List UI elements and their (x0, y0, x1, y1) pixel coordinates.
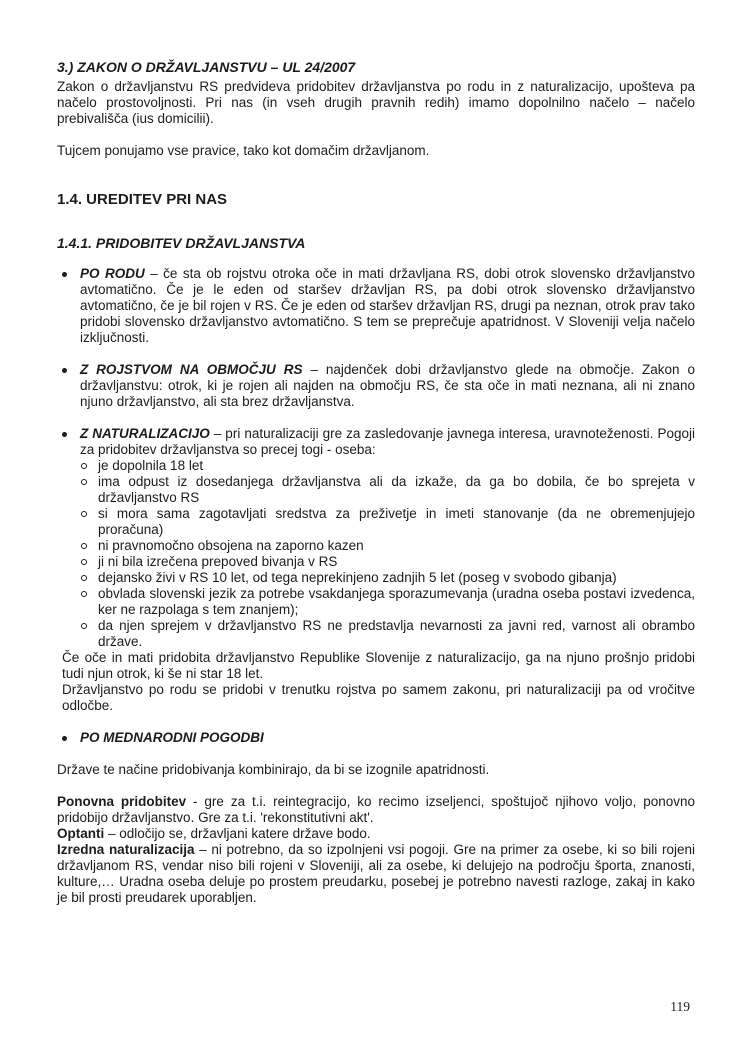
foreigners-paragraph: Tujcem ponujamo vse pravice, tako kot domačim državljanom. (57, 143, 430, 158)
closing-paragraph-izredna (57, 842, 695, 906)
bullet-term: PO MEDNARODNI POGODBI (80, 730, 264, 745)
closing-block (57, 794, 695, 906)
condition-item (80, 618, 695, 650)
closing-text: – odločijo se, državljani katere države bodo. (104, 826, 371, 841)
condition-text: da njen sprejem v državljanstvo RS ne predstavlja nevarnosti za javni red, varnost ali obrambo države. (98, 618, 695, 649)
document-title: 3.) ZAKON O DRŽAVLJANSTVU – UL 24/2007 (57, 59, 356, 75)
circle-bullet-icon (81, 559, 87, 565)
condition-text: ni pravnomočno obsojena na zaporno kazen (98, 538, 364, 553)
section-heading: 1.4. UREDITEV PRI NAS (57, 191, 228, 208)
acquisition-bullet-list (57, 266, 695, 746)
circle-bullet-icon (81, 623, 87, 629)
closing-term: Ponovna pridobitev (57, 794, 187, 809)
bullet-naturalizacija (57, 426, 695, 714)
condition-item (80, 474, 695, 506)
closing-text: - gre za t.i. reintegracijo, ko recimo izseljenci, spoštujoč njihovo voljo, ponovno pridobijo državljanstvo. Gre za t.i. 'rekonstitutivni akt'. (57, 794, 695, 825)
bullet-icon (62, 736, 67, 741)
bullet-text: – pri naturalizaciji gre za zasledovanje javnega interesa, uravnoteženosti. Pogoji za pridobitev državljanstva so precej togi - oseba: (80, 426, 695, 457)
closing-paragraph-optanti (57, 826, 695, 842)
condition-text: ji ni bila izrečena prepoved bivanja v RS (98, 554, 338, 569)
intro-paragraph: Zakon o državljanstvu RS predvideva pridobitev državljanstva po rodu in z naturalizacijo, upošteva pa načelo prostovoljnosti. Pri nas (in vseh drugih pravnih redih) imamo dopolnilno načelo – načelo prebivališča (ius domicilii). (57, 79, 695, 126)
naturalization-note: Če oče in mati pridobita državljanstvo Republike Slovenije z naturalizacijo, ga na njuno prošnjo pridobi tudi njun otrok, ki še ni star 18 let. (62, 650, 695, 681)
naturalization-conditions-list (80, 458, 695, 650)
condition-item (80, 538, 695, 554)
combine-note-paragraph: Države te načine pridobivanja kombinirajo, da bi se izognile apatridnosti. (57, 762, 490, 777)
condition-text: je dopolnila 18 let (98, 458, 204, 473)
circle-bullet-icon (81, 543, 87, 549)
bullet-po-rodu (57, 266, 695, 346)
circle-bullet-icon (81, 511, 87, 517)
condition-item (80, 506, 695, 538)
subsection-heading: 1.4.1. PRIDOBITEV DRŽAVLJANSTVA (57, 235, 306, 251)
condition-text: dejansko živi v RS 10 let, od tega neprekinjeno zadnjih 5 let (poseg v svobodo gibanja) (98, 570, 617, 585)
bullet-rojstvo-na-obmocju (57, 362, 695, 410)
bullet-icon (62, 272, 67, 277)
closing-text: – ni potrebno, da so izpolnjeni vsi pogoji. Gre na primer za osebe, ki so bili rojeni državljanom RS, vendar niso bili rojeni v Sloveniji, ali za osebe, ki delujejo na področju športa, znanosti, kulture,… Uradna oseba deluje po prostem preudarku, posebej je potrebno navesti razloge, zakaj in kako je bil prosti preudarek uporabljen. (57, 842, 695, 905)
bullet-icon (62, 368, 67, 373)
condition-text: si mora sama zagotavljati sredstva za preživetje in imeti stanovanje (da ne obremenjujejo proračuna) (98, 506, 695, 537)
condition-item (80, 554, 695, 570)
bullet-term: PO RODU (80, 266, 145, 281)
bullet-term: Z NATURALIZACIJO (80, 426, 210, 441)
condition-text: obvlada slovenski jezik za potrebe vsakdanjega sporazumevanja (uradna oseba postavi izvedenca, ker ne razpolaga s tem znanjem); (98, 586, 695, 617)
circle-bullet-icon (81, 591, 87, 597)
bullet-text: – če sta ob rojstvu otroka oče in mati državljana RS, dobi otrok slovensko državljanstvo avtomatično. Če je le eden od staršev državljan RS, pa dobi otrok slovensko državljanstvo avtomatično, če je bil rojen v RS. Če je eden od staršev državljan RS, drugi pa neznan, otrok prav tako pridobi slovensko državljanstvo avtomatično. S tem se preprečuje apatridnost. V Sloveniji velja načelo izključnosti. (80, 266, 695, 345)
circle-bullet-icon (81, 463, 87, 469)
document-content (57, 59, 695, 906)
circle-bullet-icon (81, 575, 87, 581)
condition-item (80, 570, 695, 586)
circle-bullet-icon (81, 479, 87, 485)
closing-term: Optanti (57, 826, 105, 841)
closing-paragraph-reintegracija (57, 794, 695, 826)
bullet-text: – najdenček dobi državljanstvo glede na območje. Zakon o državljanstvu: otrok, ki je rojen ali najden na območju RS, če sta oče in mati neznana, ali ni znano njuno državljanstvo, ali sta brez državljanstva. (80, 362, 696, 409)
bullet-term: Z ROJSTVOM NA OBMOČJU RS (80, 362, 303, 377)
condition-item (80, 458, 695, 474)
naturalization-note: Državljanstvo po rodu se pridobi v trenutku rojstva po samem zakonu, pri naturalizaciji pa od vročitve odločbe. (62, 682, 695, 713)
page-number: 119 (670, 999, 690, 1014)
condition-text: ima odpust iz dosedanjega državljanstva ali da izkaže, da ga bo dobila, če bo sprejeta v državljanstvo RS (98, 474, 695, 505)
bullet-icon (62, 432, 67, 437)
condition-item (80, 586, 695, 618)
closing-term: Izredna naturalizacija (57, 842, 195, 857)
bullet-mednarodna-pogodba (57, 730, 695, 746)
